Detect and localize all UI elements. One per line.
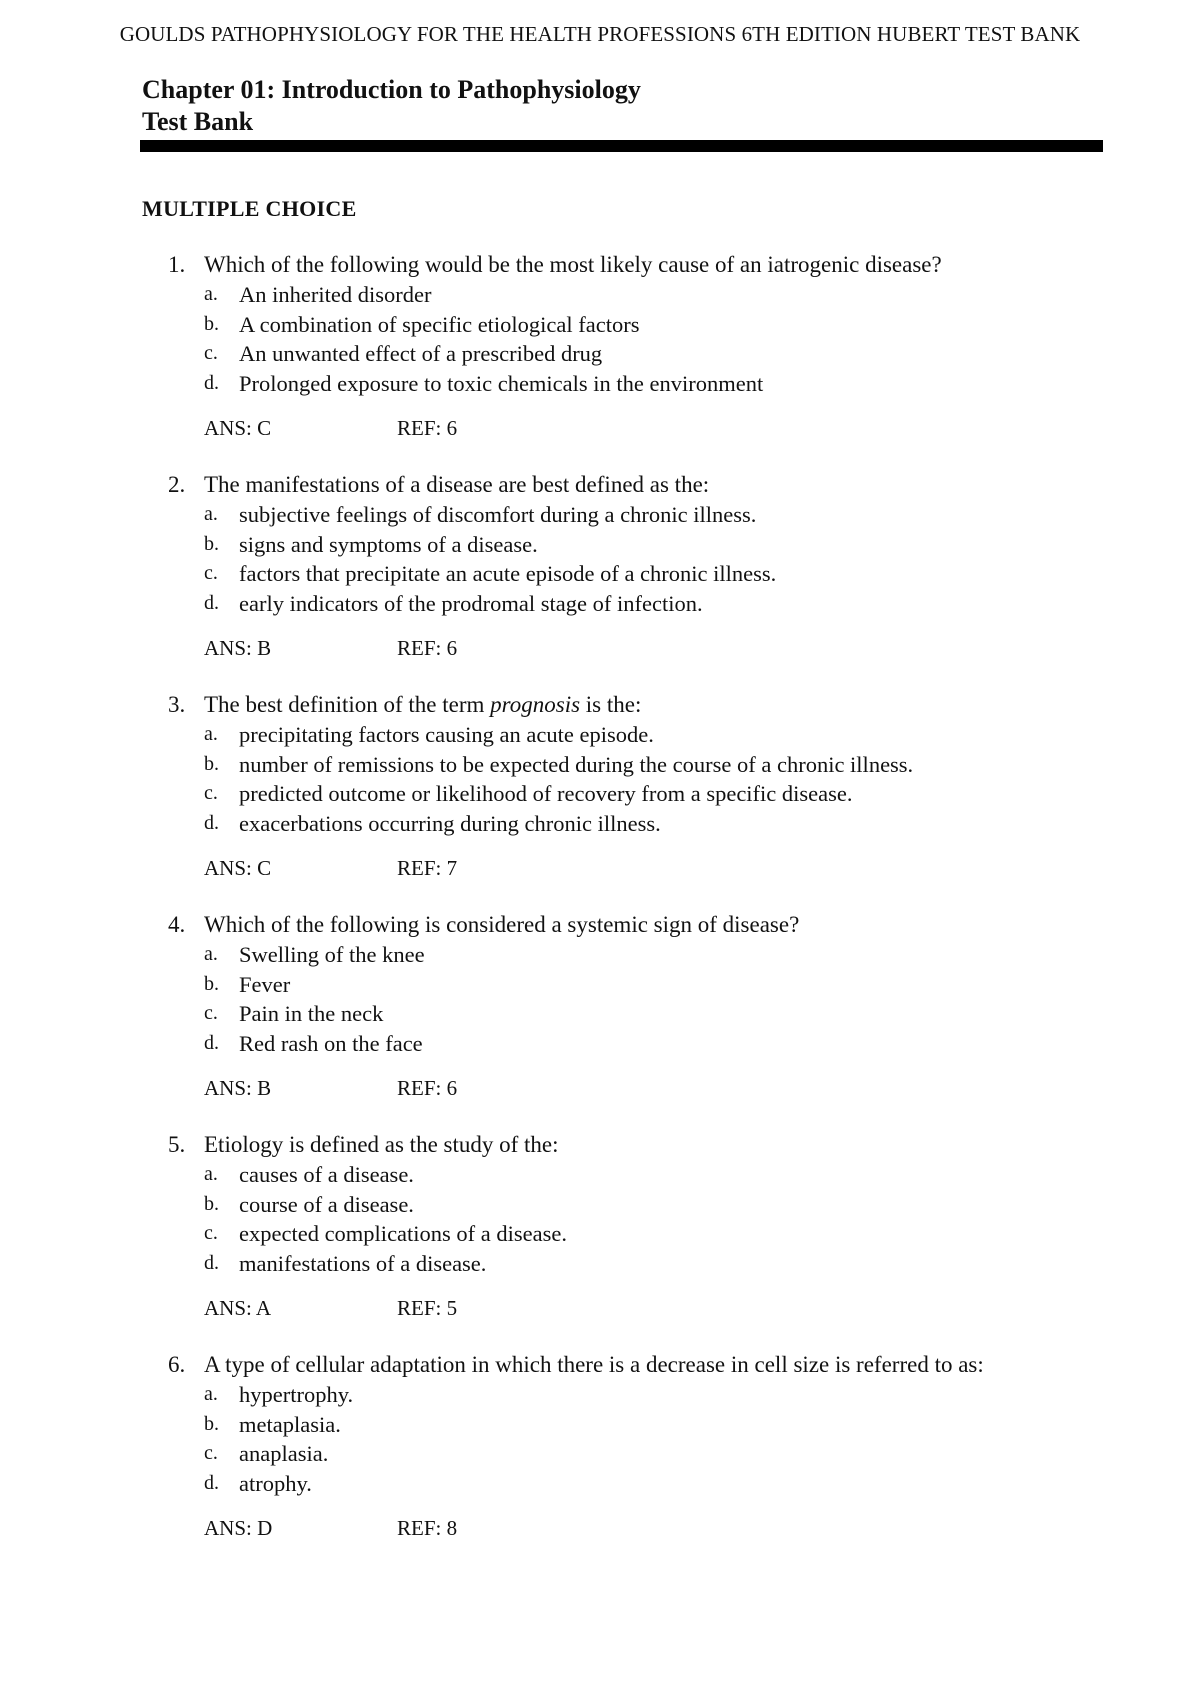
question-item (168, 910, 1128, 1130)
option-letter: b. (204, 532, 219, 555)
answer-option (204, 779, 1128, 809)
option-letter: a. (204, 503, 218, 525)
answer-options (204, 1380, 1128, 1498)
answer-option (204, 1160, 1128, 1190)
answer-option (204, 970, 1128, 1000)
question-text (204, 250, 942, 280)
option-text: manifestations of a disease. (239, 1250, 487, 1276)
question-stem (168, 690, 1128, 720)
answer-key (204, 1516, 457, 1541)
option-text: signs and symptoms of a disease. (239, 531, 538, 557)
option-text: An inherited disorder (239, 282, 432, 307)
answer-option (204, 369, 1128, 399)
question-text (204, 690, 641, 720)
option-letter: b. (204, 1192, 219, 1215)
option-letter: b. (204, 752, 219, 775)
answer-options (204, 500, 1128, 618)
option-letter: c. (204, 342, 218, 364)
chapter-heading (142, 74, 641, 138)
answer-option (204, 310, 1128, 340)
option-letter: d. (204, 1471, 219, 1494)
reference-value: REF: 6 (397, 416, 458, 440)
answer-value: ANS: C (204, 416, 272, 440)
question-stem (168, 250, 1128, 280)
question-text-part: Etiology is defined as the study of the: (204, 1132, 559, 1157)
question-text-part: The best definition of the term (204, 692, 491, 717)
answer-option (204, 1439, 1128, 1469)
answer-option (204, 500, 1128, 530)
question-number: 6. (168, 1352, 186, 1377)
answer-value: ANS: C (204, 856, 272, 880)
answer-option (204, 809, 1128, 839)
question-text (204, 910, 799, 940)
option-text: causes of a disease. (239, 1162, 414, 1187)
section-title: MULTIPLE CHOICE (142, 196, 357, 221)
question-item (168, 470, 1128, 690)
answer-key (204, 856, 457, 881)
reference-value: REF: 6 (397, 636, 458, 660)
question-text-part: The manifestations of a disease are best defined as the: (204, 472, 710, 497)
reference-value: REF: 8 (397, 1516, 458, 1540)
question-term: prognosis (490, 692, 581, 717)
option-letter: d. (204, 371, 219, 394)
question-stem (168, 1350, 1128, 1380)
answer-key (204, 1076, 457, 1101)
page-header: GOULDS PATHOPHYSIOLOGY FOR THE HEALTH PROFESSIONS 6TH EDITION HUBERT TEST BANK (119, 22, 1081, 46)
option-letter: a. (204, 723, 218, 745)
option-letter: a. (204, 283, 218, 305)
question-number: 2. (168, 472, 186, 497)
option-text: atrophy. (239, 1470, 312, 1496)
answer-value: ANS: B (204, 1076, 272, 1100)
option-text: factors that precipitate an acute episode of a chronic illness. (239, 561, 777, 586)
option-text: predicted outcome or likelihood of recovery from a specific disease. (239, 781, 853, 806)
option-letter: c. (204, 1002, 218, 1024)
question-item (168, 1130, 1128, 1350)
answer-option (204, 589, 1128, 619)
question-number: 3. (168, 692, 186, 717)
question-text (204, 470, 709, 500)
option-text: subjective feelings of discomfort during a chronic illness. (239, 502, 757, 527)
option-letter: a. (204, 943, 218, 965)
option-letter: d. (204, 591, 219, 614)
option-text: Red rash on the face (239, 1030, 423, 1056)
option-letter: a. (204, 1163, 218, 1185)
answer-option (204, 1410, 1128, 1440)
option-text: A combination of specific etiological factors (239, 311, 640, 337)
answer-option (204, 750, 1128, 780)
option-letter: a. (204, 1383, 218, 1405)
option-letter: b. (204, 312, 219, 335)
question-number: 1. (168, 252, 186, 277)
option-letter: b. (204, 1412, 219, 1435)
option-text: anaplasia. (239, 1441, 329, 1466)
option-text: expected complications of a disease. (239, 1221, 567, 1246)
answer-key (204, 416, 457, 441)
answer-key (204, 1296, 457, 1321)
option-text: Prolonged exposure to toxic chemicals in the environment (239, 370, 764, 396)
question-text (204, 1350, 984, 1380)
question-text-part: is the: (580, 692, 642, 717)
answer-option (204, 280, 1128, 310)
option-text: precipitating factors causing an acute episode. (239, 722, 654, 747)
answer-options (204, 1160, 1128, 1278)
option-letter: c. (204, 782, 218, 804)
option-text: exacerbations occurring during chronic illness. (239, 810, 661, 836)
answer-option (204, 1380, 1128, 1410)
answer-option (204, 1190, 1128, 1220)
option-text: early indicators of the prodromal stage of infection. (239, 590, 703, 616)
question-item (168, 250, 1128, 470)
option-text: Swelling of the knee (239, 942, 425, 967)
question-number: 5. (168, 1132, 186, 1157)
chapter-title: Chapter 01: Introduction to Pathophysiology (142, 75, 641, 104)
option-letter: c. (204, 1442, 218, 1464)
answer-value: ANS: A (204, 1296, 272, 1320)
answer-value: ANS: D (204, 1516, 273, 1540)
option-letter: c. (204, 562, 218, 584)
option-text: An unwanted effect of a prescribed drug (239, 341, 603, 366)
answer-options (204, 280, 1128, 398)
answer-option (204, 559, 1128, 589)
answer-options (204, 940, 1128, 1058)
option-text: hypertrophy. (239, 1382, 354, 1407)
question-item (168, 1350, 1128, 1570)
option-letter: d. (204, 1031, 219, 1054)
answer-option (204, 339, 1128, 369)
question-list (168, 250, 1128, 1570)
option-text: number of remissions to be expected during the course of a chronic illness. (239, 751, 914, 777)
answer-key (204, 636, 457, 661)
reference-value: REF: 7 (397, 856, 458, 880)
option-text: metaplasia. (239, 1411, 341, 1437)
question-text (204, 1130, 559, 1160)
option-text: course of a disease. (239, 1191, 414, 1217)
question-stem (168, 1130, 1128, 1160)
reference-value: REF: 6 (397, 1076, 458, 1100)
answer-option (204, 1469, 1128, 1499)
option-text: Pain in the neck (239, 1001, 384, 1026)
answer-option (204, 1029, 1128, 1059)
answer-option (204, 1249, 1128, 1279)
answer-value: ANS: B (204, 636, 272, 660)
answer-options (204, 720, 1128, 838)
question-stem (168, 910, 1128, 940)
question-stem (168, 470, 1128, 500)
answer-option (204, 530, 1128, 560)
question-text-part: Which of the following would be the most likely cause of an iatrogenic disease? (204, 252, 942, 277)
answer-option (204, 720, 1128, 750)
answer-option (204, 940, 1128, 970)
option-letter: d. (204, 1251, 219, 1274)
answer-option (204, 1219, 1128, 1249)
reference-value: REF: 5 (397, 1296, 458, 1320)
option-text: Fever (239, 971, 291, 997)
chapter-subtitle: Test Bank (142, 107, 254, 136)
question-item (168, 690, 1128, 910)
option-letter: b. (204, 972, 219, 995)
question-number: 4. (168, 912, 186, 937)
question-text-part: A type of cellular adaptation in which there is a decrease in cell size is referred to as: (204, 1352, 984, 1377)
question-text-part: Which of the following is considered a systemic sign of disease? (204, 912, 800, 937)
option-letter: c. (204, 1222, 218, 1244)
option-letter: d. (204, 811, 219, 834)
answer-option (204, 999, 1128, 1029)
heading-divider (140, 140, 1103, 152)
